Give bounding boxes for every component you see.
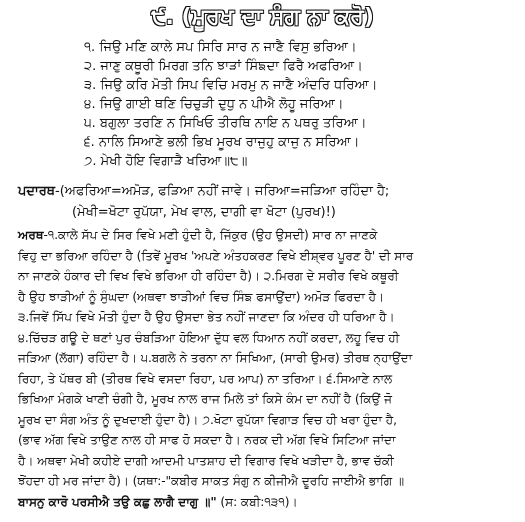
verse-line: ੫. ਬਗੁਲਾ ਤਰਣਿ ਨ ਸਿਖਿਓ ਤੀਰਥਿ ਨਾਇ ਨ ਪਥਰੁ ਤਰਿਆ। [84, 116, 367, 131]
meaning-line: (ਭਾਵ ਅੱਗ ਵਿਖੇ ਤਾਉਣ ਨਾਲ ਹੀ ਸਾਫ ਹੋ ਸਕਦਾ ਹੈ। ਨਰਕ ਦੀ ਅੱਗ ਵਿਖੇ ਸਿਟਿਆ ਜਾਂਦਾ [18, 433, 396, 447]
meaning-line: ਜੜਿਆ (ਲੱਗਾ) ਰਹਿੰਦਾ ਹੈ। ੫.ਬਗਲੇ ਨੇ ਤਰਨਾ ਨਾ ਸਿਖਿਆ, (ਸਾਰੀ ਉਮਰ) ਤੀਰਥ ਨ੍ਹਾਉਂਦਾ [18, 351, 413, 365]
meaning-text: -੧.ਕਾਲੇ ਸੱਪ ਦੇ ਸਿਰ ਵਿਖੇ ਮਣੀ ਹੁੰਦੀ ਹੈ, ਜਿੱਕੁਰ (ਉਹ ਉਸਦੀ) ਸਾਰ ਨਾ ਜਾਣਕੇ [43, 228, 378, 242]
meaning-line [18, 225, 516, 246]
meaning-line: ਵਿਹੁ ਦਾ ਭਰਿਆ ਰਹਿੰਦਾ ਹੈ (ਤਿਵੇਂ ਮੂਰਖ 'ਅਪਣੇ ਅੰਤਹਕਰਣ ਵਿਖੇ ਈਸ਼੍ਵਰ ਪੂਰਣ ਹੈ' ਦੀ ਸਾਰ [18, 248, 414, 263]
meaning-line: ਝੋਂਹਦਾ ਹੀ ਮਰ ਜਾਂਦਾ ਹੈ)। (ਯਥਾ:-"ਕਬੀਰ ਸਾਕਤ ਸੰਗੁ ਨ ਕੀਜੀਐ ਦੂਰਹਿ ਜਾਈਐ ਭਾਗਿ ॥ [18, 474, 405, 488]
meaning-line: ੩.ਜਿਵੇਂ ਸਿੱਪ ਵਿਖੇ ਮੋਤੀ ਹੁੰਦਾ ਹੈ ਉਹ ਉਸਦਾ ਭੇਤ ਨਹੀਂ ਜਾਣਦਾ ਕਿ ਅੰਦਰ ਹੀ ਧਰਿਆ ਹੈ। [18, 310, 395, 324]
meaning-line: ਮੂਰਖ ਦਾ ਸੰਗ ਅੰਤ ਨੂੰ ਦੁਖਦਾਈ ਹੁੰਦਾ ਹੈ)। ੭.ਖੋਟਾ ਰੁਪੱਯਾ ਵਿਗਾੜ ਵਿਚ ਹੀ ਖਰਾ ਹੁੰਦਾ ਹੈ, [18, 412, 397, 427]
meaning-line-last [18, 492, 516, 513]
meaning-line: ਹੈ। ਅਥਵਾ ਮੇਖੀ ਕਹੀਏ ਦਾਗੀ ਆਦਮੀ ਪਾਤਸ਼ਾਹ ਦੀ ਵਿਗਾਰ ਵਿਖੇ ਖੜੀਦਾ ਹੈ, ਭਾਵ ਚੱਕੀ [18, 453, 394, 468]
meaning-label: ਅਰਥ [18, 228, 44, 242]
definitions-label: ਪਦਾਰਥ [18, 184, 56, 199]
meaning-line: ੪.ਚਿੱਚੜ ਗਊ ਦੇ ਥਣਾਂ ਪੁਰ ਚੰਬੜਿਆ ਹੋਇਆ ਦੁੱਧ ਵਲ ਧਿਆਨ ਨਹੀਂ ਕਰਦਾ, ਲਹੂ ਵਿਚ ਹੀ [18, 330, 400, 345]
meaning-line: ਰਿਹਾ, ਤੇ ਪੱਥਰ ਬੀ (ਤੀਰਥ ਵਿਖੇ ਵਸਦਾ ਰਿਹਾ, ਪਰ ਆਪ) ਨਾ ਤਰਿਆ। ੬.ਸਿਆਣੇ ਨਾਲ [18, 371, 393, 386]
verse-line: ੬. ਨਾਲਿ ਸਿਆਣੇ ਭਲੀ ਭਿਖ ਮੂਰਖ ਰਾਜੁਹੁ ਕਾਜੁ ਨ ਸਰਿਆ। [84, 135, 360, 150]
meaning-section [18, 225, 516, 512]
definitions-line-2: (ਮੇਖੀ=ਖੋਟਾ ਰੁਪੱਯਾ, ਮੇਖ ਵਾਲ, ਦਾਗੀ ਵਾ ਖੋਟਾ (ਪੁਰਖ)!) [72, 205, 336, 220]
meaning-line: ਨਾ ਜਾਣਕੇ ਹੰਕਾਰ ਦੀ ਵਿਖ ਵਿਖੇ ਭਰਿਆ ਹੀ ਰਹਿੰਦਾ ਹੈ)। ੨.ਮਿਰਗ ਦੇ ਸਰੀਰ ਵਿਖੇ ਕਥੂਰੀ [18, 269, 399, 283]
scripture-reference: (ਸ: ਕਬੀ:੧੩੧)। [216, 494, 298, 509]
verse-list [84, 38, 514, 171]
definitions-text: -(ਅਫਰਿਆ=ਅਮੋੜ, ਫੜਿਆ ਨਹੀਂ ਜਾਵੇ। ਜਰਿਆ=ਜੜਿਆ ਰਹਿੰਦਾ ਹੈ; [55, 184, 390, 199]
verse-line: ੧. ਜਿਉ ਮਣਿ ਕਾਲੇ ਸਪ ਸਿਰਿ ਸਾਰ ਨ ਜਾਣੈ ਵਿਸੁ ਭਰਿਆ। [84, 40, 357, 55]
verse-line: ੩. ਜਿਉ ਕਰਿ ਮੋਤੀ ਸਿਪ ਵਿਚਿ ਮਰਮੁ ਨ ਜਾਣੈ ਅੰਦਰਿ ਧਰਿਆ। [84, 78, 378, 93]
meaning-line: ਭਿਖਿਆ ਮੰਗਕੇ ਖਾਣੀ ਚੰਗੀ ਹੈ, ਮੂਰਖ ਨਾਲ ਰਾਜ ਮਿਲੇ ਤਾਂ ਕਿਸੇ ਕੰਮ ਦਾ ਨਹੀਂ ਹੈ (ਕਿਉਂ ਜੋ [18, 392, 392, 406]
word-definitions [18, 181, 518, 223]
scripture-quote: ਬਾਸਨੁ ਕਾਰੋ ਪਰਸੀਐ ਤਉ ਕਛੁ ਲਾਗੈ ਦਾਗੁ ॥" [18, 494, 217, 509]
verse-line: ੪. ਜਿਉ ਗਾਈ ਥਣਿ ਚਿਚੁੜੀ ਦੁਧੁ ਨ ਪੀਐ ਲੋਹੂ ਜਰਿਆ। [84, 97, 344, 112]
definitions-line-1 [18, 181, 518, 202]
page-title: ੯. (ਮੂਰਖ ਦਾ ਸੰਗ ਨਾ ਕਰੋ) [151, 5, 374, 30]
meaning-line: ਹੈ ਉਹ ਝਾੜੀਆਂ ਨੂੰ ਸੁੰਘਦਾ (ਅਥਵਾ ਝਾੜੀਆਂ ਵਿਚ ਸਿੰਙ ਫਸਾਉਂਦਾ) ਅਮੋੜ ਫਿਰਦਾ ਹੈ। [18, 289, 385, 304]
verse-line: ੨. ਜਾਣੁ ਕਥੂਰੀ ਮਿਰਗ ਤਨਿ ਝਾੜਾਂ ਸਿੰਙਦਾ ਫਿਰੈ ਅਫਰਿਆ। [84, 59, 363, 74]
verse-line: ੭. ਮੇਖੀ ਹੋਇ ਵਿਗਾੜੈ ਖਰਿਆ॥੮॥ [84, 154, 248, 169]
